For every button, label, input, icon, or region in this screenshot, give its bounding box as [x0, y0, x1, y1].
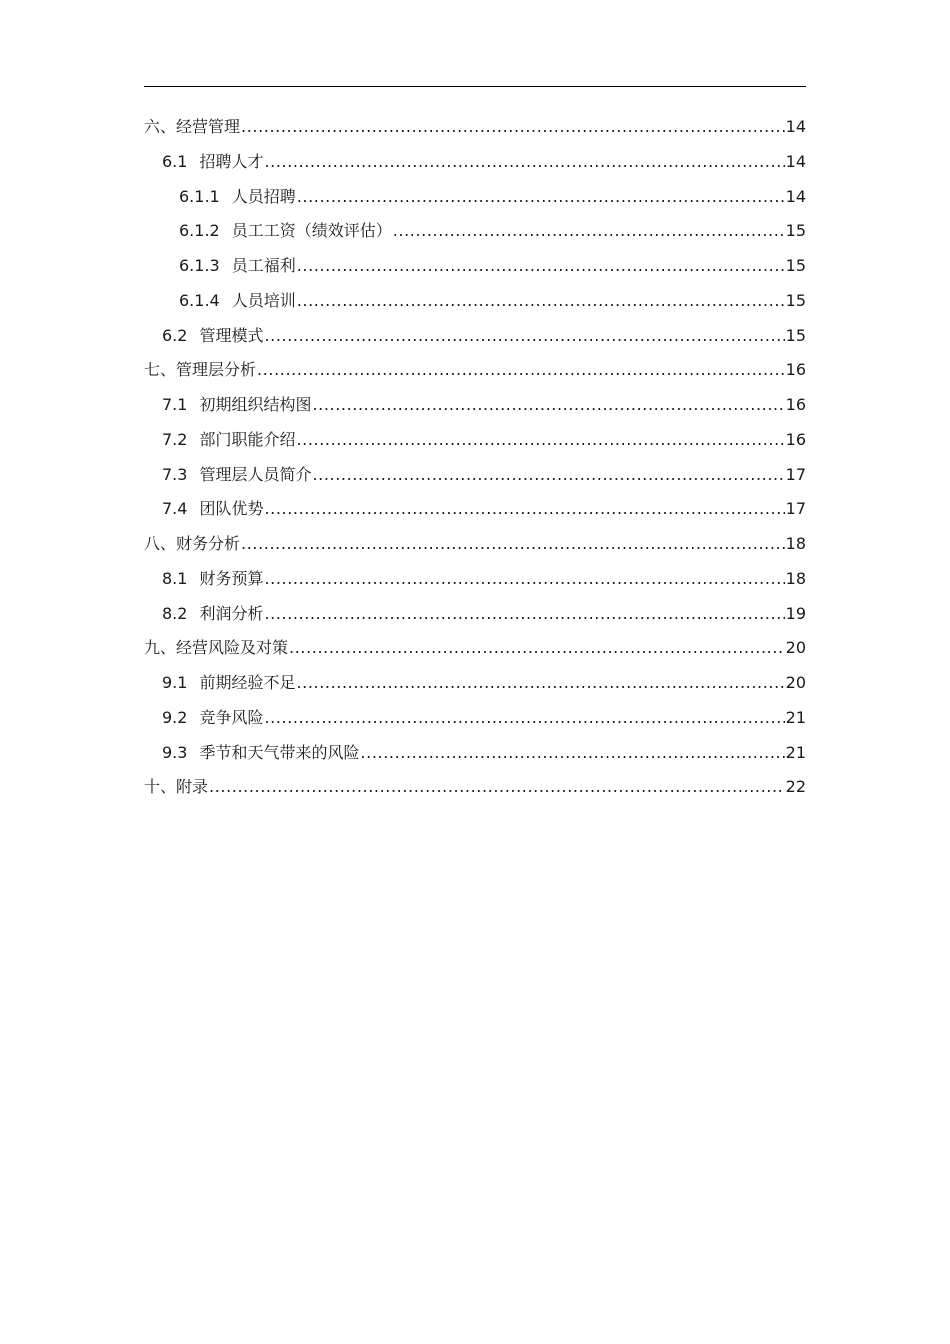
toc-entry-title: 季节和天气带来的风险 [199, 742, 360, 762]
toc-dot-leader [241, 110, 785, 145]
toc-entry[interactable] [144, 284, 806, 319]
toc-entry-title: 前期经验不足 [199, 673, 296, 692]
toc-entry-number: 6.1.4 [179, 290, 220, 310]
toc-entry-page: 21 [785, 707, 806, 727]
toc-entry-title: 员工福利 [231, 256, 296, 275]
toc-entry-number: 6.1.2 [179, 221, 220, 241]
toc-entry-title: 附录 [176, 777, 209, 797]
toc-dot-leader [264, 701, 784, 736]
toc-entry-page: 14 [785, 186, 806, 206]
toc-entry[interactable] [144, 770, 806, 805]
toc-dot-leader [296, 423, 784, 458]
toc-entry[interactable] [144, 319, 806, 354]
toc-entry-number: 七、 [144, 360, 177, 380]
toc-entry-page: 18 [785, 568, 806, 588]
toc-entry-number: 9.2 [162, 707, 188, 727]
toc-entry[interactable] [144, 388, 806, 423]
toc-entry-title: 部门职能介绍 [199, 429, 296, 449]
toc-dot-leader [297, 284, 785, 319]
toc-entry-number: 九、 [144, 638, 177, 658]
toc-entry[interactable] [144, 145, 806, 180]
toc-entry[interactable] [144, 701, 806, 736]
toc-dot-leader [297, 180, 785, 215]
toc-dot-leader [264, 562, 784, 597]
toc-entry[interactable] [144, 492, 806, 527]
toc-entry-title: 财务分析 [176, 534, 241, 553]
toc-entry[interactable] [144, 214, 806, 249]
toc-entry-title: 经营管理 [176, 117, 241, 136]
toc-dot-leader [393, 214, 785, 249]
toc-dot-leader [264, 145, 784, 180]
toc-entry-number: 八、 [144, 534, 177, 553]
toc-dot-leader [360, 736, 784, 771]
toc-entry-page: 16 [785, 429, 806, 449]
toc-entry[interactable] [144, 180, 806, 215]
toc-dot-leader [296, 666, 784, 701]
toc-entry-page: 15 [785, 256, 806, 275]
toc-dot-leader [312, 458, 784, 493]
toc-entry-page: 18 [785, 534, 806, 553]
toc-entry-page: 15 [785, 290, 806, 310]
toc-entry-page: 17 [785, 499, 806, 519]
toc-dot-leader [264, 597, 784, 632]
toc-entry[interactable] [144, 110, 806, 145]
toc-entry-title: 员工工资（绩效评估） [231, 221, 392, 241]
toc-entry-page: 15 [785, 325, 806, 345]
toc-entry[interactable] [144, 562, 806, 597]
toc-entry-page: 16 [785, 360, 806, 380]
toc-entry-number: 9.1 [162, 673, 188, 692]
toc-entry-page: 20 [785, 673, 806, 692]
toc-entry-page: 14 [785, 117, 806, 136]
toc-dot-leader [289, 631, 785, 666]
toc-entry-title: 经营风险及对策 [176, 638, 289, 658]
toc-dot-leader [241, 527, 785, 562]
toc-entry[interactable] [144, 597, 806, 632]
toc-entry-number: 7.1 [162, 395, 188, 414]
header-rule [144, 86, 806, 87]
table-of-contents [144, 110, 806, 805]
toc-entry-number: 8.2 [162, 603, 188, 623]
toc-entry-title: 初期组织结构图 [199, 395, 312, 414]
toc-entry-page: 22 [785, 777, 806, 797]
toc-entry[interactable] [144, 458, 806, 493]
toc-entry-page: 16 [785, 395, 806, 414]
toc-entry[interactable] [144, 353, 806, 388]
toc-entry-page: 15 [785, 221, 806, 241]
toc-entry-number: 十、 [144, 777, 177, 797]
toc-entry-number: 6.2 [162, 325, 188, 345]
toc-entry-number: 6.1 [162, 151, 188, 171]
toc-entry[interactable] [144, 423, 806, 458]
toc-entry-number: 六、 [144, 117, 177, 136]
toc-entry-number: 6.1.3 [179, 256, 220, 275]
toc-entry-title: 管理模式 [199, 325, 264, 345]
toc-entry-page: 17 [785, 464, 806, 484]
toc-entry-number: 7.2 [162, 429, 188, 449]
toc-entry-page: 21 [785, 742, 806, 762]
toc-entry-page: 20 [785, 638, 806, 658]
toc-entry-title: 人员培训 [231, 290, 296, 310]
toc-entry[interactable] [144, 666, 806, 701]
toc-entry-title: 竞争风险 [199, 707, 264, 727]
toc-entry-number: 7.3 [162, 464, 188, 484]
toc-entry[interactable] [144, 736, 806, 771]
toc-entry-title: 财务预算 [199, 568, 264, 588]
toc-entry-title: 利润分析 [199, 603, 264, 623]
toc-dot-leader [264, 319, 784, 354]
toc-entry-title: 管理层分析 [176, 360, 257, 380]
toc-entry-title: 管理层人员简介 [199, 464, 312, 484]
toc-entry-number: 7.4 [162, 499, 188, 519]
toc-entry[interactable] [144, 527, 806, 562]
toc-dot-leader [264, 492, 784, 527]
toc-entry-number: 9.3 [162, 742, 188, 762]
toc-entry[interactable] [144, 249, 806, 284]
toc-entry-page: 14 [785, 151, 806, 171]
toc-entry-title: 团队优势 [199, 499, 264, 519]
toc-entry-page: 19 [785, 603, 806, 623]
toc-entry-title: 人员招聘 [231, 186, 296, 206]
toc-dot-leader [257, 353, 785, 388]
toc-entry-title: 招聘人才 [199, 151, 264, 171]
toc-dot-leader [312, 388, 784, 423]
toc-entry-number: 6.1.1 [179, 186, 220, 206]
toc-dot-leader [209, 770, 785, 805]
toc-dot-leader [297, 249, 785, 284]
toc-entry[interactable] [144, 631, 806, 666]
toc-entry-number: 8.1 [162, 568, 188, 588]
